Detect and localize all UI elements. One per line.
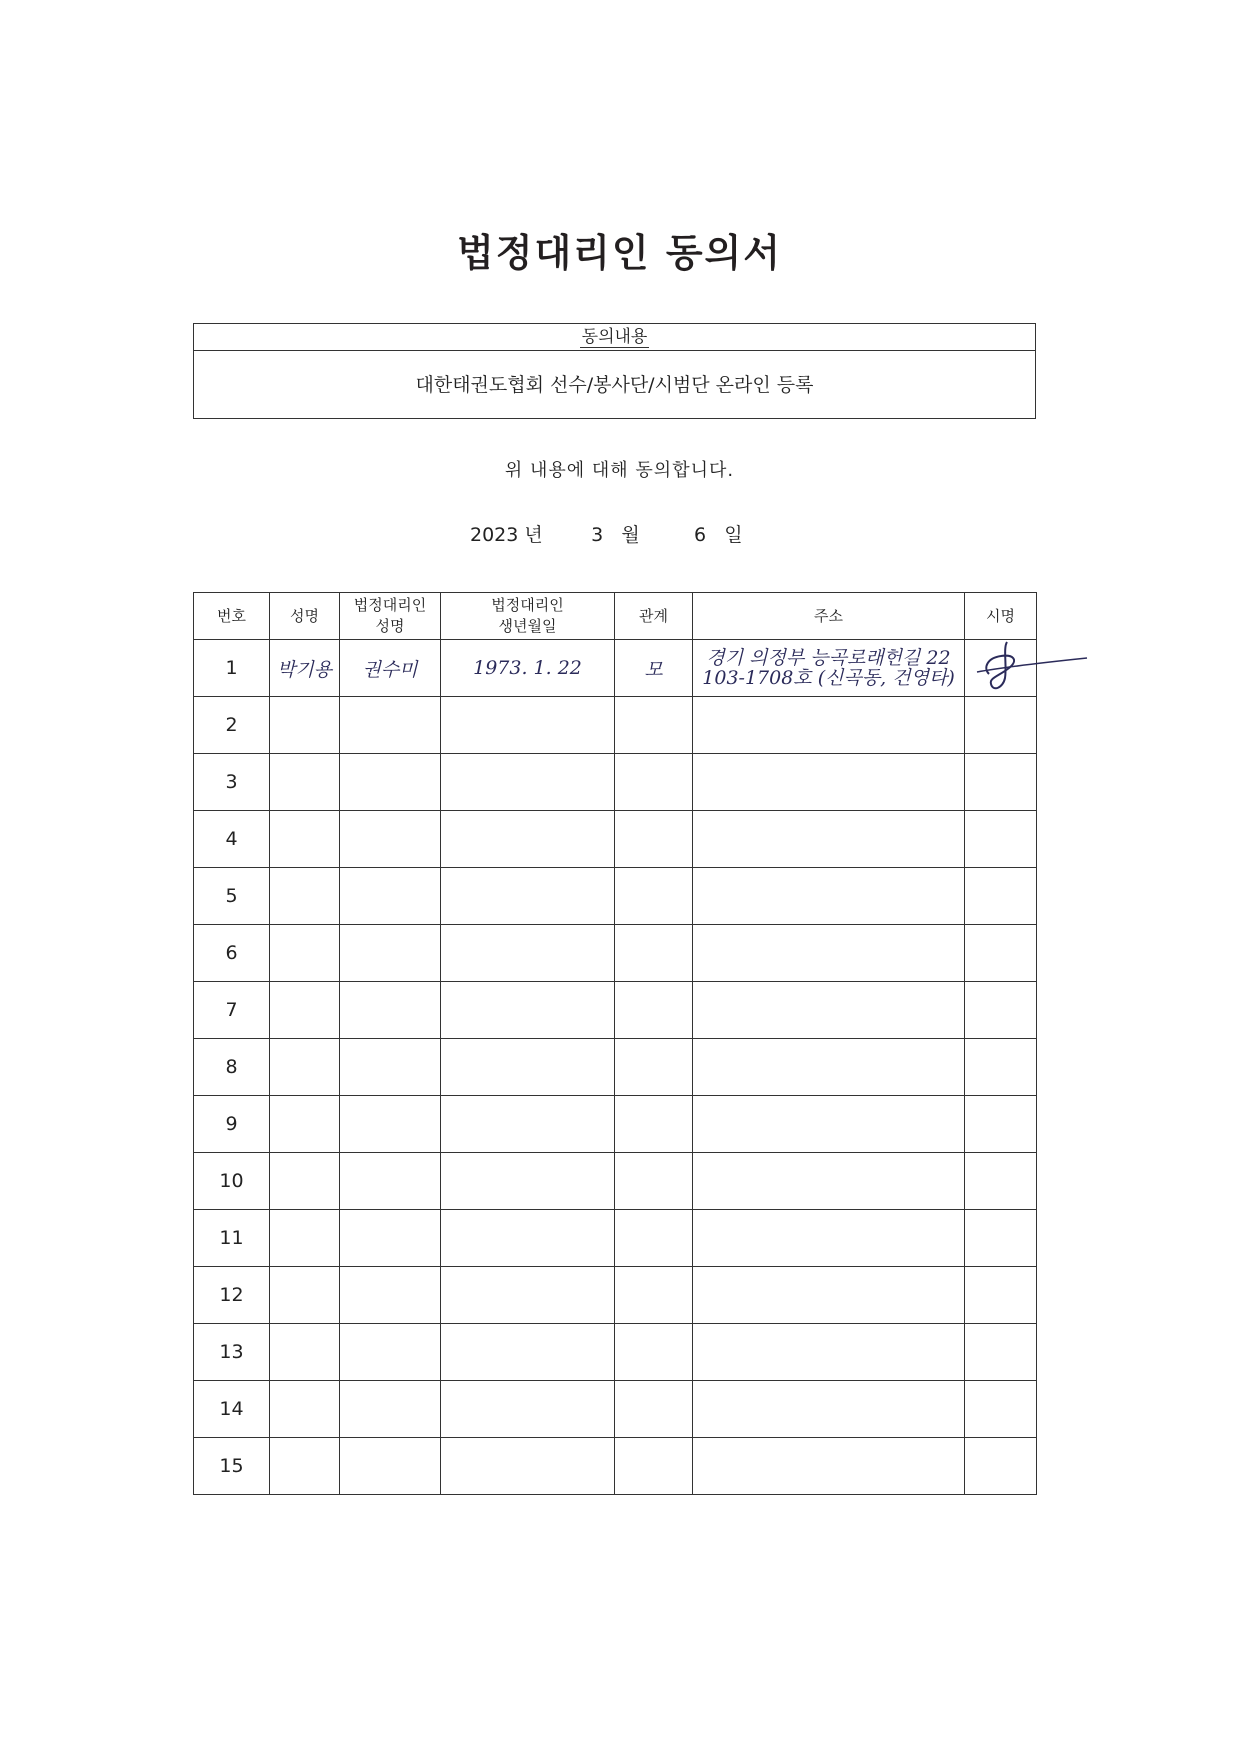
address-line1: 경기 의정부 능곡로래헌길 22 [706,647,951,669]
row-number: 5 [194,868,270,925]
cell [615,1096,693,1153]
cell [693,1324,965,1381]
cell [441,1210,615,1267]
cell [340,754,441,811]
cell [441,1267,615,1324]
cell [441,811,615,868]
table-row [194,1324,1037,1381]
table-row [194,1381,1037,1438]
document-title: 법정대리인 동의서 [457,231,782,275]
cell [340,1267,441,1324]
cell [965,1039,1037,1096]
cell [693,868,965,925]
cell [441,868,615,925]
cell [270,1153,340,1210]
table-row [194,1438,1037,1495]
table-row [194,1039,1037,1096]
cell [340,1153,441,1210]
cell [441,1096,615,1153]
header-number: 번호 [194,593,270,640]
cell [693,1210,965,1267]
table-row [194,640,1037,697]
cell [270,868,340,925]
student-name: 박기용 [270,640,340,697]
relation: 모 [615,640,693,697]
cell [615,811,693,868]
consent-date [470,520,743,547]
row-number: 7 [194,982,270,1039]
cell [270,811,340,868]
cell [965,754,1037,811]
table-row [194,1096,1037,1153]
cell [693,697,965,754]
cell [693,1381,965,1438]
table-row [194,1210,1037,1267]
header-guardian-name-line1: 법정대리인 [353,596,427,614]
row-number: 3 [194,754,270,811]
cell [441,1153,615,1210]
signature-cell [965,640,1037,697]
cell [693,811,965,868]
cell [340,1438,441,1495]
cell [270,1096,340,1153]
consent-content: 대한태권도협회 선수/봉사단/시범단 온라인 등록 [415,374,814,396]
cell [965,1324,1037,1381]
cell [615,925,693,982]
guardian-table [193,592,1037,1495]
cell [965,1381,1037,1438]
cell [965,925,1037,982]
cell [965,1210,1037,1267]
cell [340,925,441,982]
date-day: 6 [694,524,707,546]
cell [270,697,340,754]
cell [441,1438,615,1495]
cell [340,1096,441,1153]
row-number: 11 [194,1210,270,1267]
table-row [194,1267,1037,1324]
cell [615,1153,693,1210]
row-number: 14 [194,1381,270,1438]
cell [441,1381,615,1438]
cell [693,754,965,811]
row-number: 13 [194,1324,270,1381]
date-day-unit: 일 [724,524,743,546]
row-number: 8 [194,1039,270,1096]
cell [965,811,1037,868]
table-row [194,754,1037,811]
header-guardian-name [340,593,441,640]
table-row [194,697,1037,754]
cell [340,1381,441,1438]
header-guardian-name-line2: 성명 [375,617,405,635]
cell [270,754,340,811]
cell [270,1438,340,1495]
cell [965,1438,1037,1495]
cell [965,1096,1037,1153]
cell [270,1039,340,1096]
guardian-name: 권수미 [340,640,441,697]
cell [693,925,965,982]
cell [965,697,1037,754]
agreement-statement: 위 내용에 대해 동의합니다. [504,460,735,481]
cell [441,982,615,1039]
row-number: 12 [194,1267,270,1324]
table-header-row [194,593,1037,640]
date-month-unit: 월 [621,524,640,546]
cell [340,868,441,925]
handwritten-signature [969,638,1089,700]
cell [270,925,340,982]
row-number: 6 [194,925,270,982]
consent-box [193,323,1036,419]
header-address: 주소 [693,593,965,640]
cell [965,1267,1037,1324]
header-name: 성명 [270,593,340,640]
cell [340,1039,441,1096]
cell [340,1210,441,1267]
cell [615,697,693,754]
cell [441,697,615,754]
cell [693,1039,965,1096]
cell [965,868,1037,925]
table-row [194,1153,1037,1210]
row-number: 10 [194,1153,270,1210]
cell [615,1381,693,1438]
cell [615,868,693,925]
table-row [194,811,1037,868]
cell [615,982,693,1039]
cell [615,1039,693,1096]
cell [270,1324,340,1381]
cell [615,1267,693,1324]
header-guardian-birth-line1: 법정대리인 [491,596,564,614]
cell [615,1324,693,1381]
consent-header-label: 동의내용 [581,327,648,347]
table-row [194,982,1037,1039]
cell [615,1438,693,1495]
guardian-birthdate: 1973. 1. 22 [441,640,615,697]
cell [270,1381,340,1438]
header-relation: 관계 [615,593,693,640]
consent-header [194,324,1035,351]
cell [615,1210,693,1267]
date-year: 2023 [470,524,519,546]
row-number: 15 [194,1438,270,1495]
cell [693,1438,965,1495]
table-row [194,925,1037,982]
cell [340,1324,441,1381]
table-row [194,868,1037,925]
cell [340,811,441,868]
address-line2: 103-1708호 (신곡동, 건영타) [702,667,955,689]
row-number: 4 [194,811,270,868]
cell [441,754,615,811]
row-number: 2 [194,697,270,754]
cell [965,982,1037,1039]
row-number: 1 [194,640,270,697]
cell [340,697,441,754]
header-signature: 시명 [965,593,1037,640]
cell [693,1153,965,1210]
date-year-unit: 년 [524,524,543,546]
cell [340,982,441,1039]
cell [441,1039,615,1096]
cell [615,754,693,811]
row-number: 9 [194,1096,270,1153]
cell [441,925,615,982]
cell [693,1267,965,1324]
cell [693,982,965,1039]
cell [270,1267,340,1324]
cell [270,1210,340,1267]
cell [441,1324,615,1381]
cell [965,1153,1037,1210]
date-month: 3 [591,524,604,546]
header-guardian-birth [441,593,615,640]
cell [270,982,340,1039]
address [693,640,965,697]
cell [693,1096,965,1153]
header-guardian-birth-line2: 생년월일 [498,617,557,635]
